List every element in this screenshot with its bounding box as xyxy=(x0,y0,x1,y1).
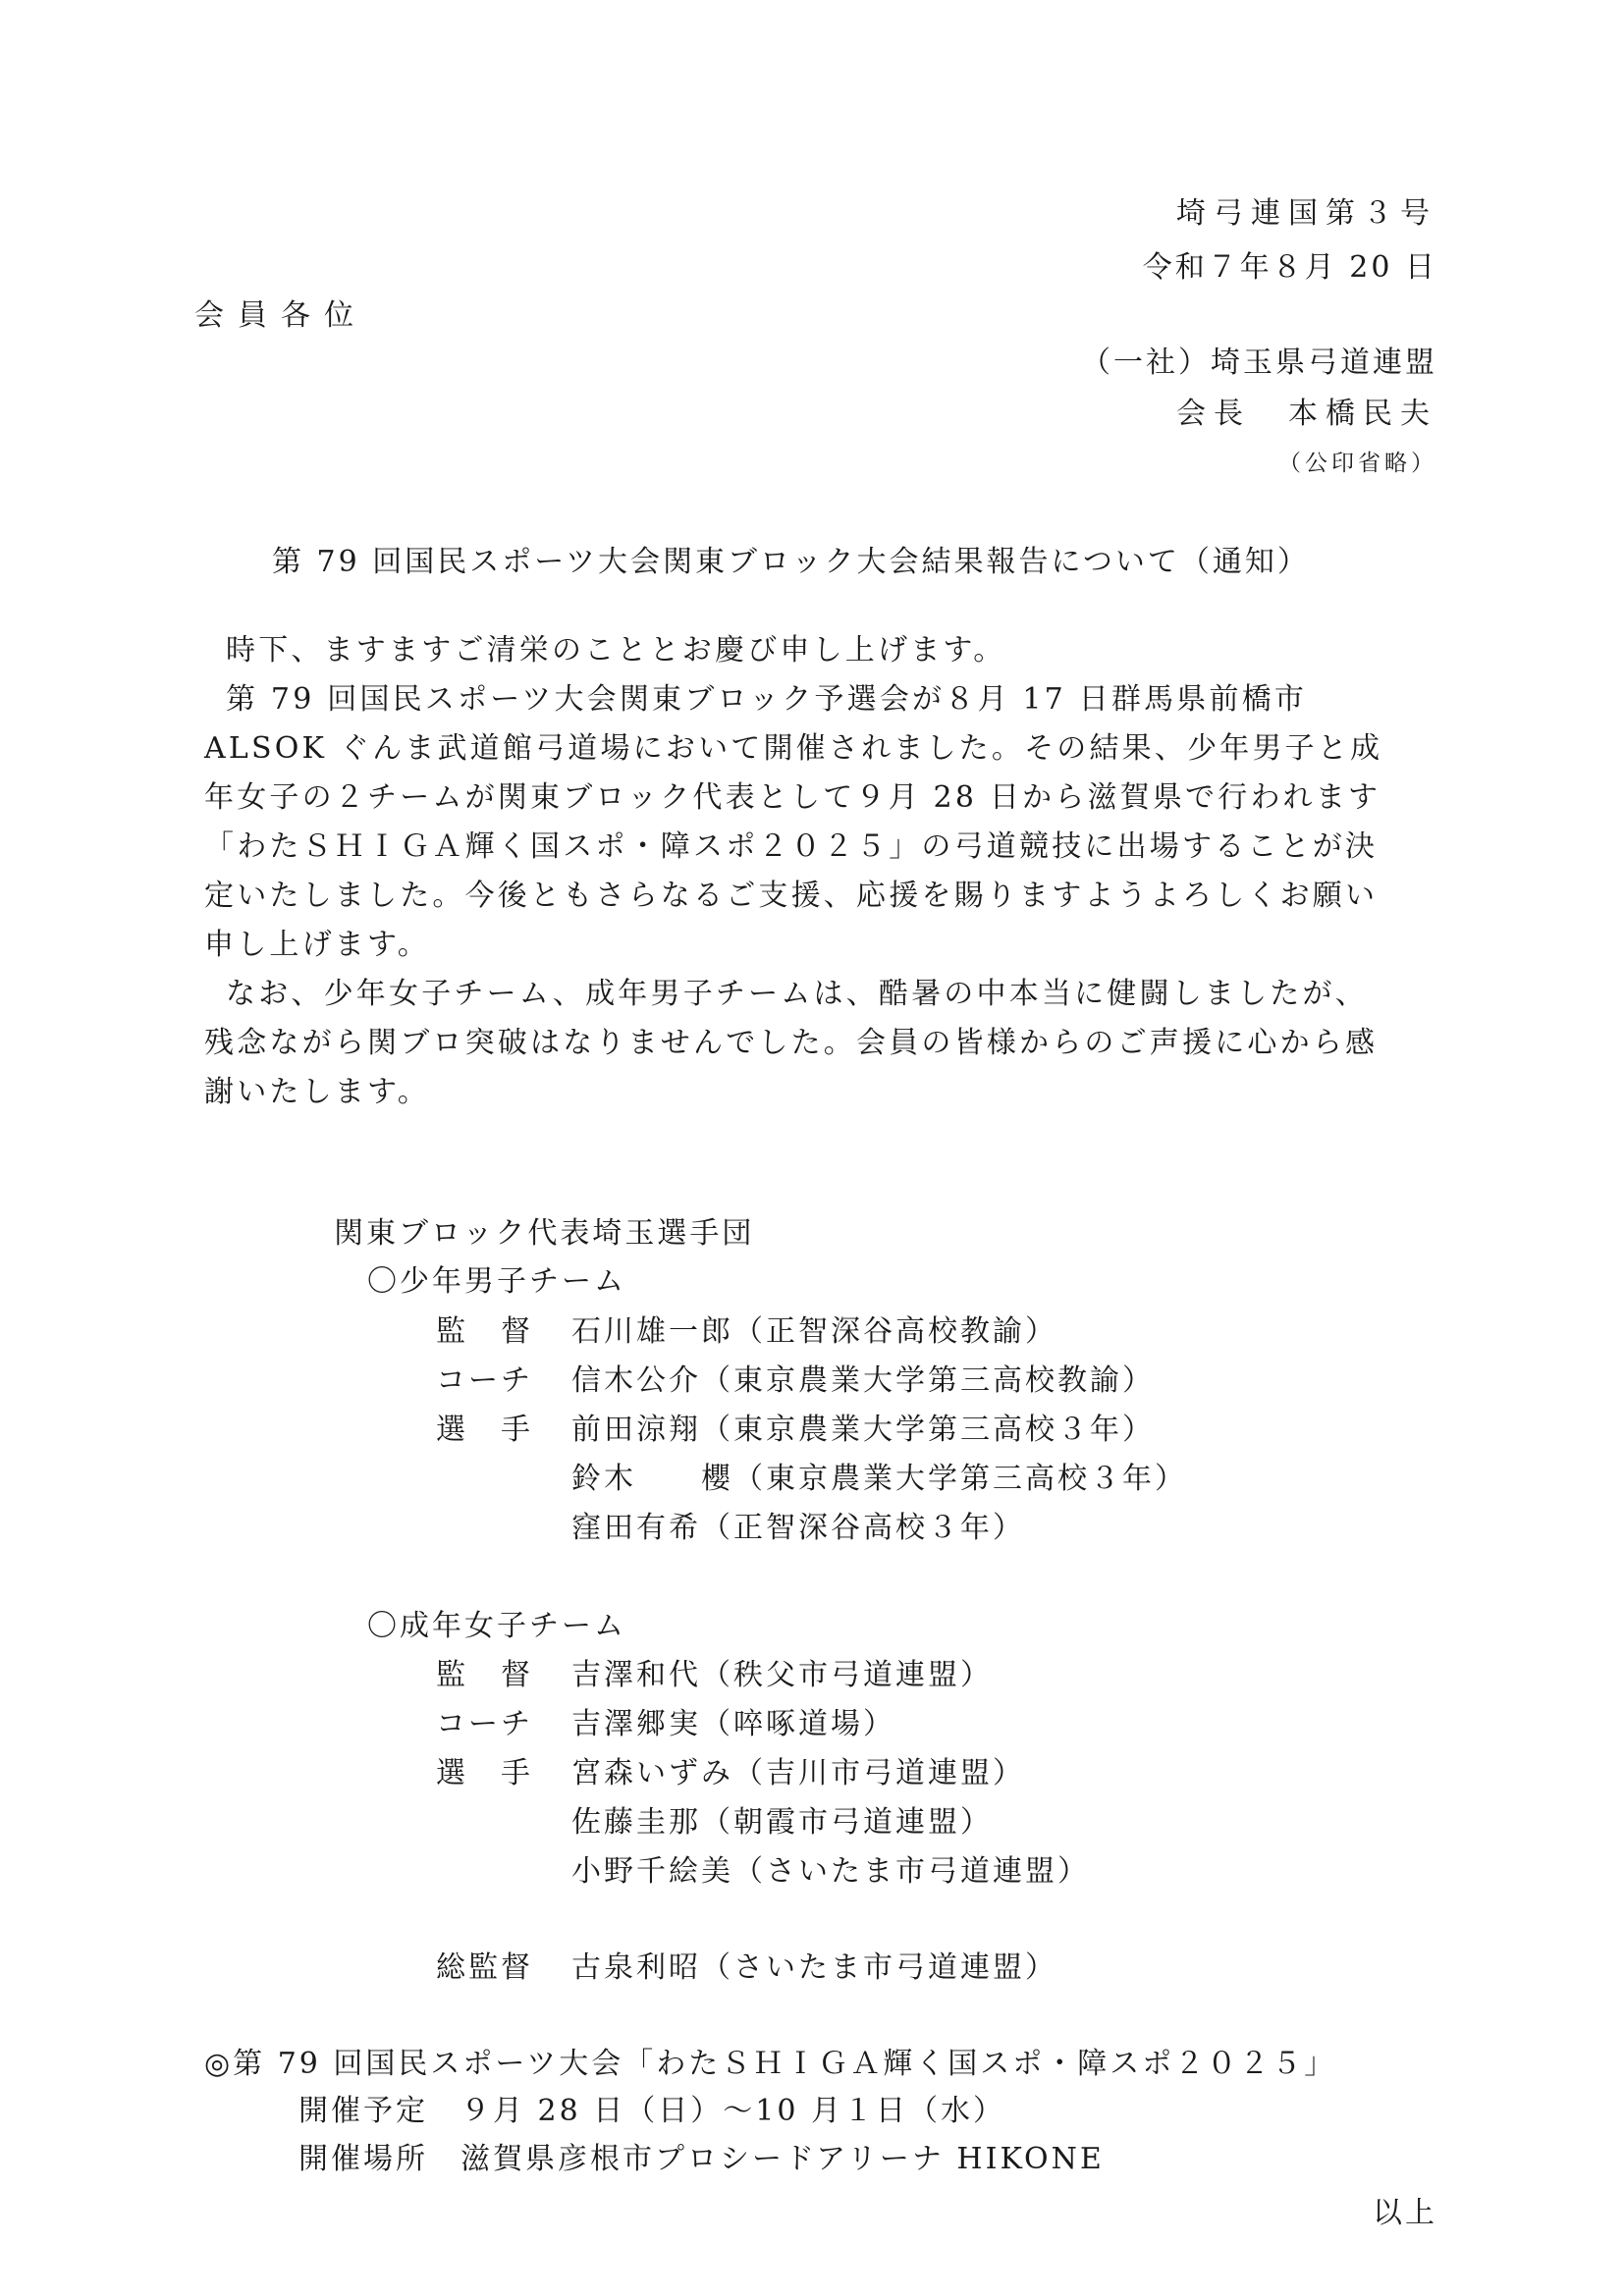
member-name: 吉澤郷実（啐啄道場） xyxy=(571,1707,895,1741)
body-line: 謝いたします。 xyxy=(204,1075,430,1109)
document-title: 第 79 回国民スポーツ大会関東ブロック大会結果報告について（通知） xyxy=(272,545,1310,579)
member-role: コーチ xyxy=(436,1707,533,1741)
member-role: 監 督 xyxy=(436,1658,533,1692)
member-name: 前田涼翔（東京農業大学第三高校３年） xyxy=(571,1413,1155,1447)
member-role: 選 手 xyxy=(436,1413,533,1447)
women-team-label: 〇成年女子チーム xyxy=(367,1609,626,1643)
body-line: 定いたしました。今後ともさらなるご支援、応援を賜りますようよろしくお願い xyxy=(204,879,1379,913)
member-name: 吉澤和代（秩父市弓道連盟） xyxy=(571,1658,993,1692)
boys-team-label: 〇少年男子チーム xyxy=(367,1264,626,1299)
member-name: 鈴木 櫻（東京農業大学第三高校３年） xyxy=(571,1462,1187,1496)
member-name: 小野千絵美（さいたま市弓道連盟） xyxy=(571,1854,1090,1889)
document-date: 令和７年８月 20 日 xyxy=(1142,250,1437,285)
event-heading: ◎第 79 回国民スポーツ大会「わたＳＨＩＧＡ輝く国スポ・障スポ２０２５」 xyxy=(204,2047,1337,2081)
body-line: 申し上げます。 xyxy=(204,928,430,962)
member-role: 選 手 xyxy=(436,1756,533,1790)
chief-role: 総監督 xyxy=(436,1950,533,1985)
body-line: 年女子の２チームが関東ブロック代表として９月 28 日から滋賀県で行われます xyxy=(204,780,1381,815)
body-line: ALSOK ぐんま武道館弓道場において開催されました。その結果、少年男子と成 xyxy=(204,731,1383,766)
member-name: 佐藤圭那（朝霞市弓道連盟） xyxy=(571,1805,993,1840)
member-role: 監 督 xyxy=(436,1314,533,1349)
body-line: なお、少年女子チーム、成年男子チームは、酷暑の中本当に健闘しましたが、 xyxy=(226,977,1368,1011)
member-name: 宮森いずみ（吉川市弓道連盟） xyxy=(571,1756,1025,1790)
addressee: 会員各位 xyxy=(194,298,367,333)
document-number: 埼弓連国第３号 xyxy=(1176,196,1437,231)
body-line-greeting: 時下、ますますご清栄のこととお慶び申し上げます。 xyxy=(226,633,1006,667)
member-role: コーチ xyxy=(436,1363,533,1398)
seal-omitted-note: （公印省略） xyxy=(1278,451,1437,476)
event-venue: 開催場所 滋賀県彦根市プロシードアリーナ HIKONE xyxy=(298,2142,1105,2176)
team-heading: 関東ブロック代表埼玉選手団 xyxy=(334,1216,755,1251)
member-name: 信木公介（東京農業大学第三高校教諭） xyxy=(571,1363,1155,1398)
body-line: 第 79 回国民スポーツ大会関東ブロック予選会が８月 17 日群馬県前橋市 xyxy=(226,682,1308,717)
body-line: 残念ながら関ブロ突破はなりませんでした。会員の皆様からのご声援に心から感 xyxy=(204,1026,1379,1060)
body-line: 「わたＳＨＩＧＡ輝く国スポ・障スポ２０２５」の弓道競技に出場することが決 xyxy=(204,829,1379,864)
sender-president: 会長 本橋民夫 xyxy=(1176,397,1437,431)
member-name: 窪田有希（正智深谷高校３年） xyxy=(571,1511,1025,1545)
closing-mark: 以上 xyxy=(1373,2196,1437,2230)
sender-organization: （一社）埼玉県弓道連盟 xyxy=(1081,346,1437,380)
event-schedule: 開催予定 ９月 28 日（日）～10 月１日（水） xyxy=(298,2094,1005,2128)
chief-name: 古泉利昭（さいたま市弓道連盟） xyxy=(571,1950,1057,1985)
member-name: 石川雄一郎（正智深谷高校教諭） xyxy=(571,1314,1057,1349)
